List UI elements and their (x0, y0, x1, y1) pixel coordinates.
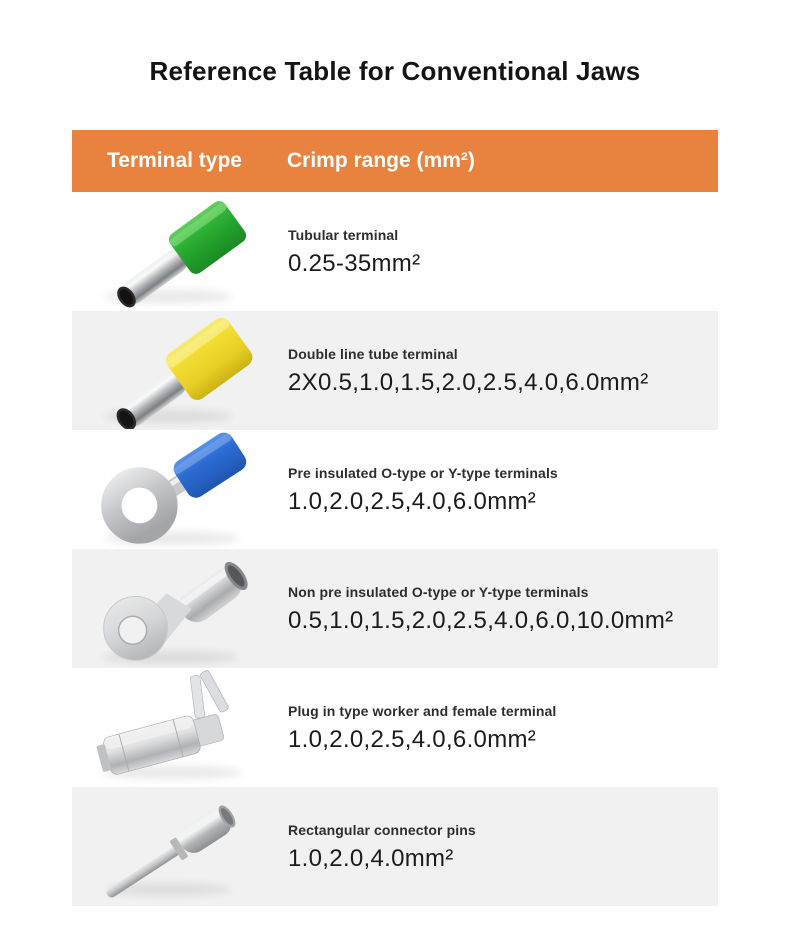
row-info (288, 346, 656, 397)
crimp-range-value: 2X0.5,1.0,1.5,2.0,2.5,4.0,6.0mm² (288, 369, 649, 396)
crimp-range-value: 0.5,1.0,1.5,2.0,2.5,4.0,6.0,10.0mm² (288, 607, 674, 634)
non-insulated-ring-lug-photo (72, 549, 288, 668)
tubular-terminal-icon (80, 194, 280, 310)
terminal-name: Pre insulated O-type or Y-type terminals (288, 465, 558, 481)
row-info (288, 822, 484, 873)
table-row-tubular-terminal (72, 192, 718, 311)
terminal-name: Plug in type worker and female terminal (288, 703, 557, 719)
crimp-range-value: 1.0,2.0,2.5,4.0,6.0mm² (288, 726, 537, 753)
row-info (288, 584, 681, 635)
pre-insulated-ring-terminal-photo (72, 430, 288, 549)
table-row-double-line-tube-terminal (72, 311, 718, 430)
rectangular-connector-pin-icon (80, 789, 280, 905)
crimp-range-value: 1.0,2.0,4.0mm² (288, 845, 454, 872)
table-row-pre-insulated-terminals (72, 430, 718, 549)
table-row-plug-in-female-terminal (72, 668, 718, 787)
terminal-name: Double line tube terminal (288, 346, 458, 362)
header-crimp-range: Crimp range (mm²) (287, 149, 475, 172)
reference-table (72, 130, 718, 906)
terminal-name: Non pre insulated O-type or Y-type terminals (288, 584, 589, 600)
terminal-name: Tubular terminal (288, 227, 399, 243)
non-insulated-ring-lug-icon (80, 551, 280, 667)
terminal-name: Rectangular connector pins (288, 822, 476, 838)
row-info (288, 465, 566, 516)
table-header (72, 130, 718, 192)
female-spade-terminal-photo (72, 668, 288, 787)
row-info (288, 227, 428, 278)
row-info (288, 703, 564, 754)
crimp-range-value: 1.0,2.0,2.5,4.0,6.0mm² (288, 488, 537, 515)
tubular-terminal-photo (72, 192, 288, 311)
page-title: Reference Table for Conventional Jaws (149, 56, 641, 86)
header-terminal-type: Terminal type (107, 149, 242, 172)
table-row-non-pre-insulated-terminals (72, 549, 718, 668)
rectangular-connector-pin-photo (72, 787, 288, 906)
table-row-rectangular-connector-pins (72, 787, 718, 906)
double-line-tube-terminal-icon (80, 313, 280, 429)
double-line-tube-terminal-photo (72, 311, 288, 430)
female-spade-terminal-icon (80, 670, 280, 786)
crimp-range-value: 0.25-35mm² (288, 250, 421, 277)
pre-insulated-ring-terminal-icon (80, 432, 280, 548)
